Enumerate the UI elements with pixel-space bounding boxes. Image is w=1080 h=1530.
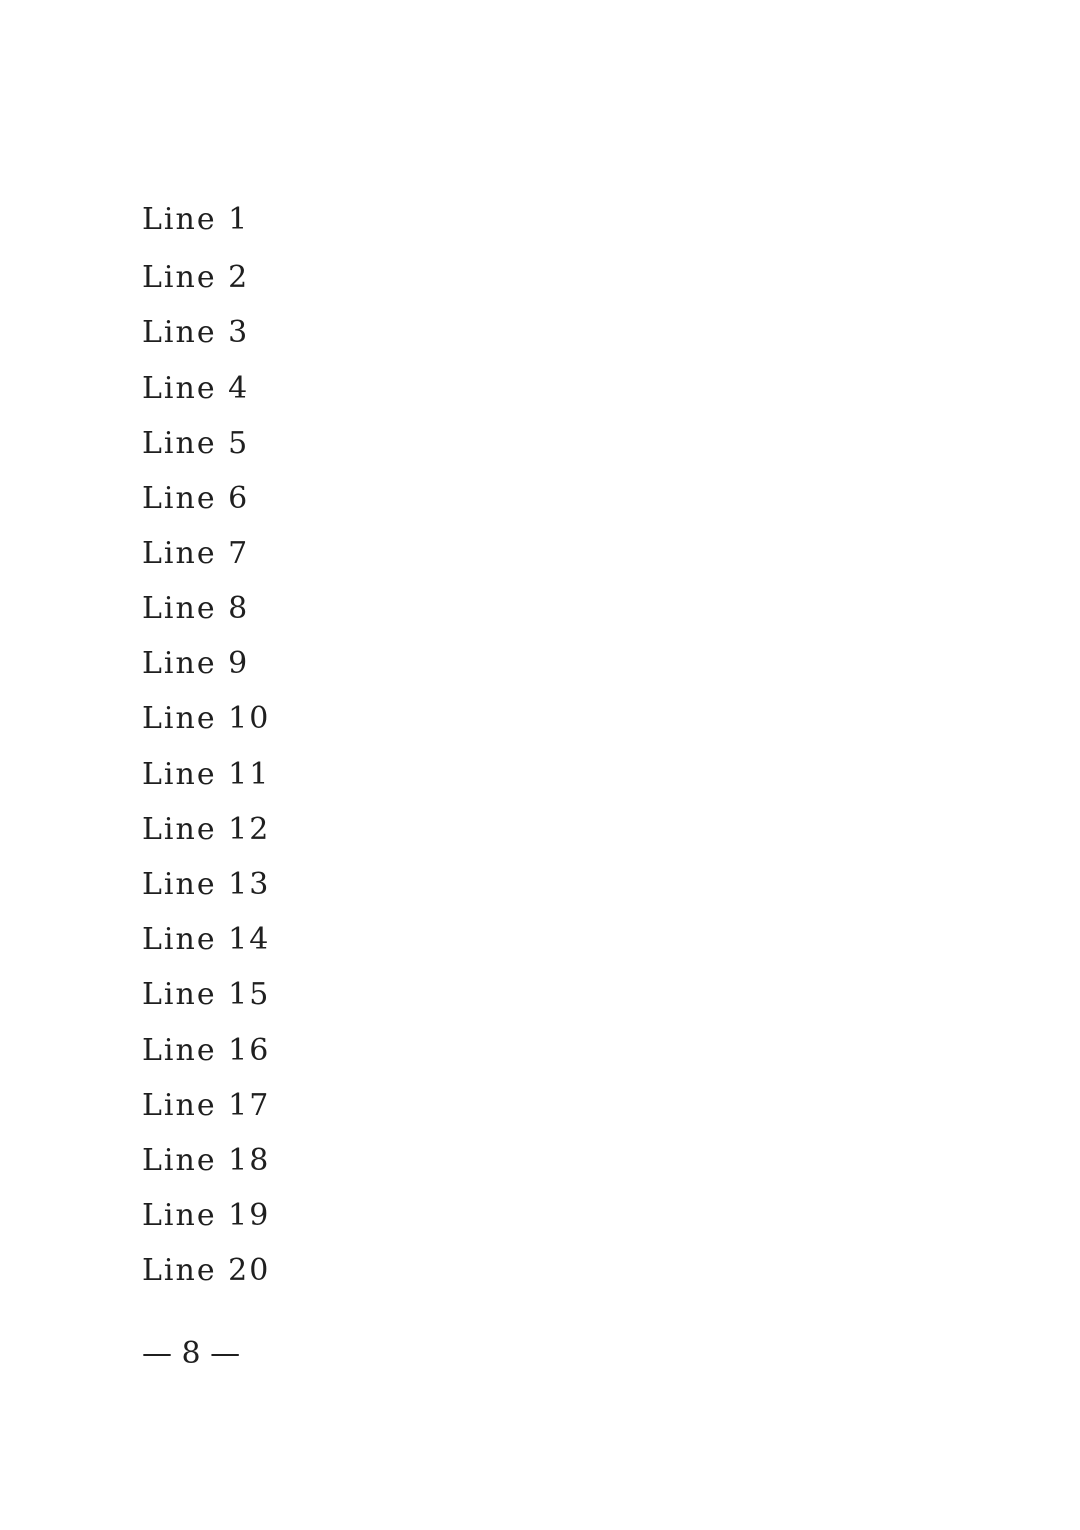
body-line: Line 9 (142, 646, 250, 681)
section-heading: Line 11 (142, 757, 271, 792)
body-line: Line 6 (142, 481, 250, 516)
body-line: Line 20 (142, 1253, 271, 1288)
body-line: Line 14 (142, 922, 271, 957)
body-line: Line 16 (142, 1033, 271, 1068)
body-line: Line 13 (142, 867, 271, 902)
body-line: Line 3 (142, 315, 250, 350)
section-heading: Line 2 (142, 260, 250, 295)
section-heading: Line 17 (142, 1088, 271, 1123)
body-line: Line 1 (142, 202, 250, 237)
body-line: Line 8 (142, 591, 250, 626)
body-line: Line 4 (142, 371, 250, 406)
page-number: — 8 — (142, 1336, 241, 1371)
body-line: Line 15 (142, 977, 271, 1012)
body-line: Line 18 (142, 1143, 271, 1178)
body-line: Line 7 (142, 536, 250, 571)
body-line: Line 5 (142, 426, 250, 461)
body-line: Line 12 (142, 812, 271, 847)
body-line: Line 19 (142, 1198, 271, 1233)
body-line: Line 10 (142, 701, 271, 736)
